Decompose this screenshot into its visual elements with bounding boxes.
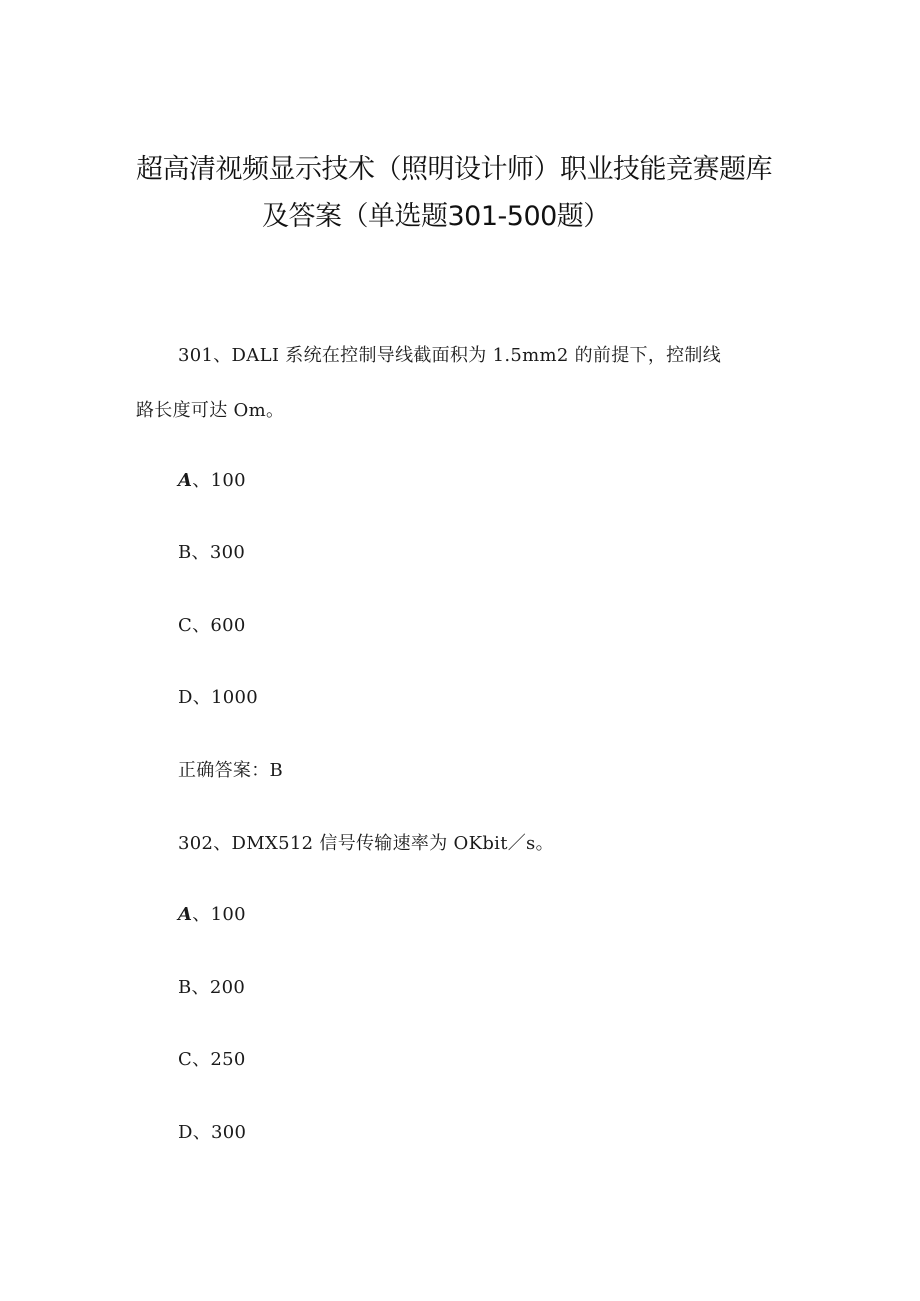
- option-letter: A: [178, 470, 193, 491]
- question-301-stem-line-2: 路长度可达 Om。: [136, 400, 285, 421]
- option-separator: 、: [192, 1049, 211, 1070]
- question-301-option-c: [178, 611, 246, 637]
- option-letter: C: [178, 1049, 193, 1070]
- question-301-option-b: [178, 538, 245, 564]
- question-301-option-a: [178, 466, 246, 492]
- option-text: 100: [210, 470, 246, 491]
- option-letter: B: [178, 977, 192, 998]
- document-title-line-1: 超高清视频显示技术（照明设计师）职业技能竞赛题库: [136, 154, 772, 185]
- option-text: 600: [210, 615, 246, 636]
- option-text: 300: [209, 542, 246, 563]
- document-title-line-2: 及答案（单选题301-500题）: [262, 201, 610, 232]
- question-302-option-d: [178, 1118, 246, 1144]
- option-text: 100: [210, 904, 246, 925]
- option-separator: 、: [192, 1122, 212, 1143]
- question-302-option-a: [178, 900, 246, 926]
- option-separator: 、: [192, 470, 211, 491]
- option-separator: 、: [192, 687, 212, 708]
- option-separator: 、: [191, 542, 210, 563]
- option-letter: C: [178, 615, 193, 636]
- question-302-stem-line-1: 302、DMX512 信号传输速率为 OKbit／s。: [178, 833, 554, 854]
- option-text: 250: [210, 1049, 246, 1070]
- option-letter: B: [178, 542, 192, 563]
- option-separator: 、: [191, 977, 210, 998]
- question-301-stem-line-1: 301、DALI 系统在控制导线截面积为 1.5mm2 的前提下，控制线: [178, 345, 722, 366]
- option-letter: D: [178, 1122, 193, 1143]
- option-text: 1000: [211, 687, 259, 708]
- question-301-option-d: [178, 683, 258, 709]
- question-302-option-c: [178, 1045, 246, 1071]
- option-letter: A: [178, 904, 193, 925]
- option-separator: 、: [192, 904, 211, 925]
- option-text: 300: [211, 1122, 247, 1143]
- question-301-answer: 正确答案：B: [178, 760, 284, 781]
- question-302-option-b: [178, 973, 245, 999]
- option-letter: D: [178, 687, 193, 708]
- option-separator: 、: [192, 615, 211, 636]
- option-text: 200: [209, 977, 246, 998]
